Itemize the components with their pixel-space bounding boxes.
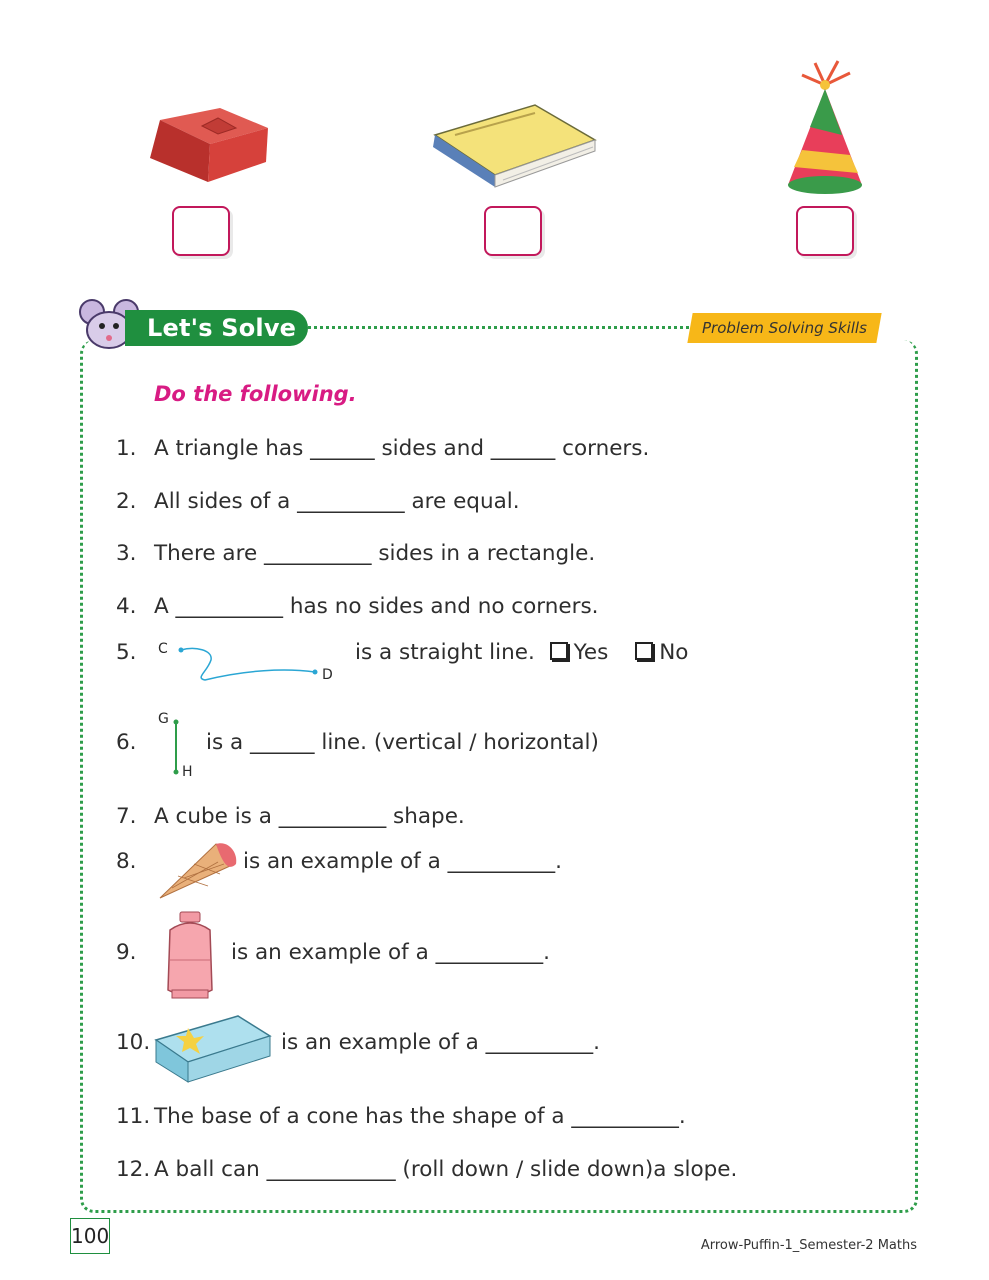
question-number: 12.: [116, 1157, 151, 1182]
question-number: 7.: [116, 804, 137, 829]
ice-cream-cone-image: [158, 836, 240, 902]
question-text: is a ______ line. (vertical / horizontal): [206, 730, 599, 755]
yes-checkbox[interactable]: [550, 642, 568, 660]
question-number: 1.: [116, 436, 137, 461]
section-title-banner: Let's Solve: [125, 310, 308, 346]
question-number: 6.: [116, 730, 137, 755]
question-text: is an example of a __________.: [281, 1030, 600, 1055]
no-checkbox[interactable]: [635, 642, 653, 660]
question-number: 3.: [116, 541, 137, 566]
point-label-c: C: [158, 641, 168, 657]
question-text: is an example of a __________.: [231, 940, 550, 965]
question-text: There are __________ sides in a rectangle.: [154, 541, 596, 566]
answer-box-book[interactable]: [484, 206, 542, 256]
answer-box-party-hat[interactable]: [796, 206, 854, 256]
question-text: A cube is a __________ shape.: [154, 804, 465, 829]
point-label-d: D: [322, 667, 333, 683]
answer-box-brick[interactable]: [172, 206, 230, 256]
yes-option[interactable]: Yes: [550, 640, 609, 665]
party-hat-image: [780, 55, 870, 200]
instruction-heading: Do the following.: [154, 382, 357, 406]
vertical-line-gh: [168, 716, 182, 776]
question-text: is a straight line. Yes No: [355, 640, 689, 665]
curved-line-cd: [155, 638, 345, 688]
question-text: A __________ has no sides and no corners.: [154, 594, 599, 619]
question-number: 9.: [116, 940, 137, 965]
page-number: 100: [70, 1218, 110, 1254]
book-title: Arrow-Puffin-1_Semester-2 Maths: [700, 1238, 917, 1253]
question-number: 8.: [116, 849, 137, 874]
question-text: is an example of a __________.: [243, 849, 562, 874]
question-number: 10.: [116, 1030, 151, 1055]
question-text: A ball can ____________ (roll down / slide down)a slope.: [154, 1157, 738, 1182]
question-text: All sides of a __________ are equal.: [154, 489, 520, 514]
point-label-h: H: [182, 764, 193, 780]
question-number: 5.: [116, 640, 137, 665]
brick-image: [140, 100, 280, 190]
question-number: 2.: [116, 489, 137, 514]
pencil-box-image: [148, 1010, 276, 1090]
question-number: 4.: [116, 594, 137, 619]
question-text: A triangle has ______ sides and ______ corners.: [154, 436, 650, 461]
book-image: [425, 95, 605, 195]
gas-cylinder-image: [160, 910, 220, 1002]
point-label-g: G: [158, 711, 169, 727]
question-number: 11.: [116, 1104, 151, 1129]
no-option[interactable]: No: [635, 640, 688, 665]
problem-solving-tag: Problem Solving Skills: [687, 313, 881, 343]
frame-top-border: [285, 326, 695, 329]
question-text: The base of a cone has the shape of a __________.: [154, 1104, 686, 1129]
